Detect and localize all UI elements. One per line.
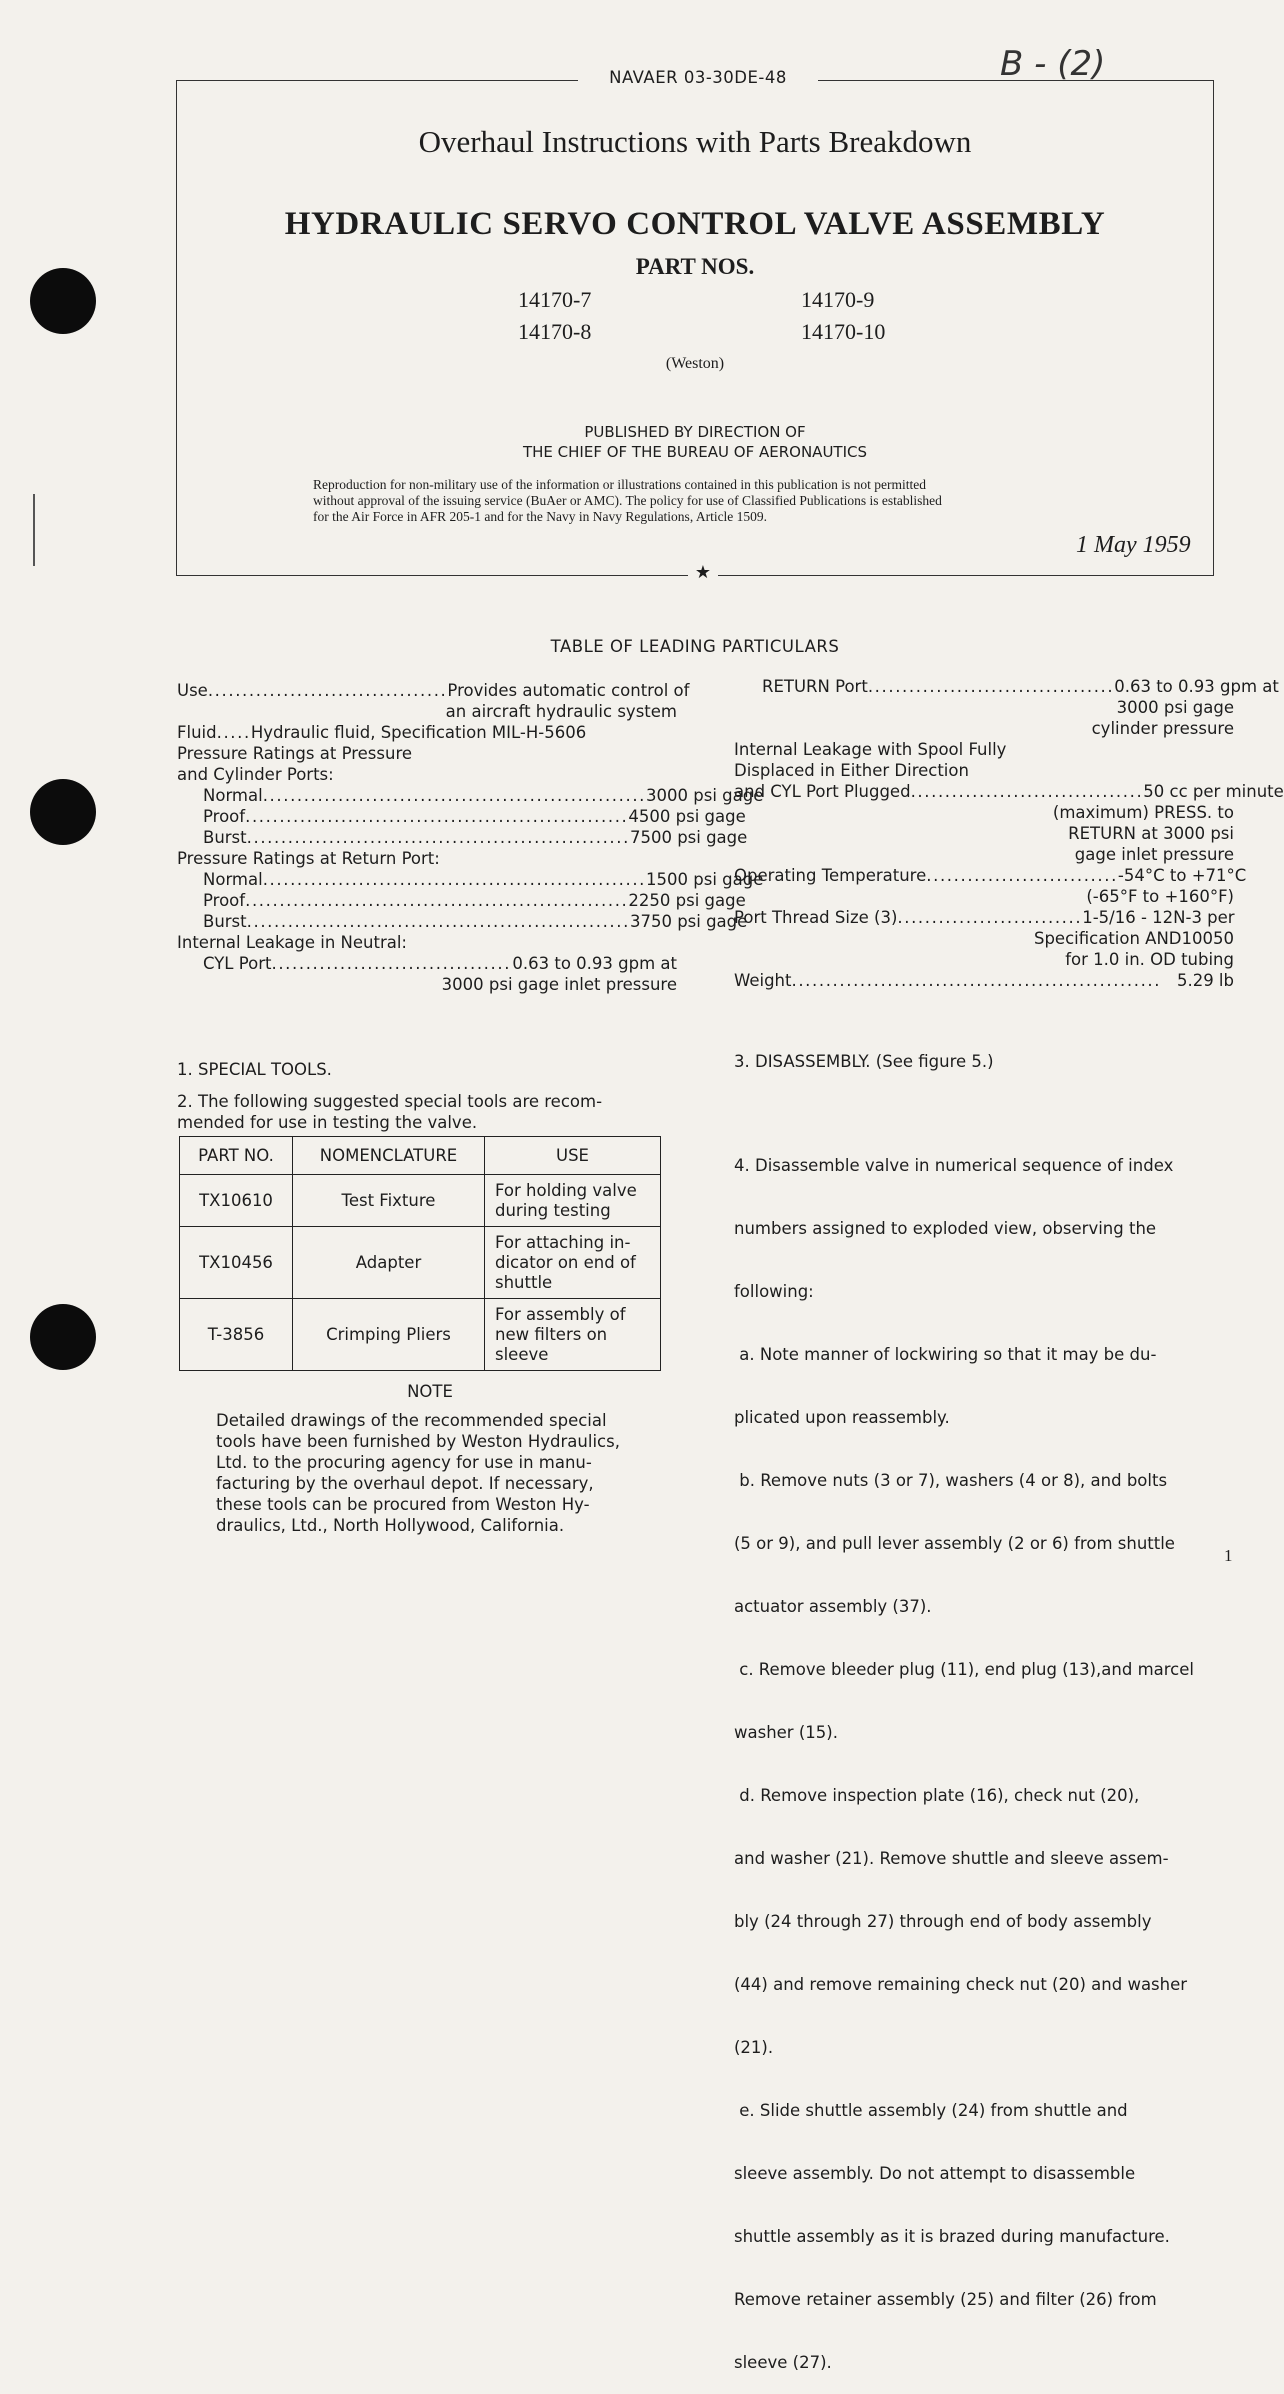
text-line: sleeve (27). [734,2353,832,2372]
table-row [180,1299,661,1371]
op-temp-value-cont: (-65°F to +160°F) [1086,887,1234,906]
col-header-nomenclature: NOMENCLATURE [293,1137,485,1175]
binder-hole-middle [30,779,96,845]
part-no: 14170-7 [518,287,592,312]
part-no: 14170-10 [801,319,886,344]
part-no-cell: TX10456 [180,1227,293,1299]
text-line: d. Remove inspection plate (16), check nut (20), [734,1786,1140,1805]
part-no-cell: TX10610 [180,1175,293,1227]
table-header-row [180,1137,661,1175]
text-line: (21). [734,2038,774,2057]
use-line: sleeve [495,1344,549,1364]
use-line: For holding valve [495,1180,637,1200]
text-line: plicated upon reassembly. [734,1408,950,1427]
margin-mark [33,494,35,566]
part-nos-label: PART NOS. [635,254,755,279]
col-header-use: USE [485,1137,661,1175]
normal-label: Normal [203,870,263,889]
published-line-2: THE CHIEF OF THE BUREAU OF AERONAUTICS [522,443,868,461]
doc-number: NAVAER 03-30DE-48 [578,68,818,87]
para-2-line: 2. The following suggested special tools are recom- [177,1092,603,1111]
note-line: these tools can be procured from Weston Hy- [216,1495,590,1514]
document-title: HYDRAULIC SERVO CONTROL VALVE ASSEMBLY [284,206,1106,242]
part-no: 14170-8 [518,319,592,344]
leakage-neutral-heading: Internal Leakage in Neutral: [177,933,407,952]
published-line-1: PUBLISHED BY DIRECTION OF [584,423,806,441]
text-line: actuator assembly (37). [734,1597,932,1616]
fluid-value: Hydraulic fluid, Specification MIL-H-5606 [250,723,587,742]
return-port-value-cont: 3000 psi gage [1116,698,1234,717]
note-line: facturing by the overhaul depot. If necessary, [216,1474,594,1493]
subtitle: Overhaul Instructions with Parts Breakdown [418,124,972,159]
text-line: shuttle assembly as it is brazed during manufacture. [734,2227,1170,2246]
text-line: numbers assigned to exploded view, observing the [734,1219,1157,1238]
leakage-spool-label: and CYL Port Plugged [734,782,911,801]
use-cell [485,1227,661,1299]
text-line: c. Remove bleeder plug (11), end plug (13),and marcel [734,1660,1194,1679]
page-number: 1 [1224,1546,1233,1565]
notice [313,477,942,525]
thread-value-cont: Specification AND10050 [1033,929,1234,948]
use-line: new filters on [495,1324,608,1344]
thread-value-cont: for 1.0 in. OD tubing [1065,950,1234,969]
leakage-spool-value-cont: RETURN at 3000 psi [1068,824,1234,843]
star-mark: ★ [688,562,718,583]
col-header-part-no: PART NO. [180,1137,293,1175]
weight-value: 5.29 lb [1176,971,1234,990]
pressure-cyl-heading-cont: and Cylinder Ports: [177,765,334,784]
pressure-cyl-burst: 7500 psi gage [629,828,748,847]
nomenclature-cell: Adapter [293,1227,485,1299]
proof-label: Proof [203,891,246,910]
use-cell [485,1299,661,1371]
thread-value: 1-5/16 - 12N-3 per [1082,908,1235,927]
proof-label: Proof [203,807,246,826]
text-line: a. Note manner of lockwiring so that it may be du- [734,1345,1157,1364]
binder-hole-top [30,268,96,334]
nomenclature-cell: Crimping Pliers [293,1299,485,1371]
section-special-tools: 1. SPECIAL TOOLS. [177,1060,332,1079]
leakage-spool-heading-cont: Displaced in Either Direction [734,761,969,780]
leakage-spool-heading: Internal Leakage with Spool Fully [734,740,1007,759]
text-line: bly (24 through 27) through end of body assembly [734,1912,1152,1931]
text-line: and washer (21). Remove shuttle and sleeve assem- [734,1849,1169,1868]
particulars-left: Use ................................... Provides automatic control of an aircraft hydraulic system Fluid ..... Hydraulic fluid, Specification MIL-H-5606 Pressure Ratings at Pressure and Cylinder Ports: Normal ........................................................ 3000 psi gage Proof ........................................................ 4500 psi gage Burst ........................................................ 7500 psi gage Pressure Ratings at Return Port: Normal ........................................................ 1500 psi gage Proof ........................................................ 2250 psi gage Burst ........................................................ 3750 psi gage Internal Leakage in Neutral: CYL Port ................................... 0.63 to 0.93 gpm at 3000 psi gage inlet pressure [177,681,764,994]
pressure-return-burst: 3750 psi gage [629,912,748,931]
text-line: Remove retainer assembly (25) and filter (26) from [734,2290,1157,2309]
section-disassembly: 3. DISASSEMBLY. (See figure 5.) [734,1052,994,1071]
note-title: NOTE [407,1382,453,1401]
use-label: Use [177,681,208,700]
use-line: during testing [495,1200,611,1220]
use-value: Provides automatic control of [447,681,690,700]
burst-label: Burst [203,912,247,931]
disassembly-text [734,1113,1234,2394]
text-line: following: [734,1282,814,1301]
notice-line: Reproduction for non-military use of the information or illustrations contained in this publication is not permitted [313,477,927,492]
part-no: 14170-9 [801,287,875,312]
thread-label: Port Thread Size (3) [734,908,898,927]
text-line: b. Remove nuts (3 or 7), washers (4 or 8), and bolts [734,1471,1168,1490]
return-port-value-cont: cylinder pressure [1091,719,1234,738]
weight-label: Weight [734,971,792,990]
pressure-cyl-heading: Pressure Ratings at Pressure [177,744,413,763]
pressure-return-heading: Pressure Ratings at Return Port: [177,849,440,868]
return-port-label: RETURN Port [762,677,868,696]
leakage-spool-value: 50 cc per minute [1143,782,1284,801]
cyl-port-value-cont: 3000 psi gage inlet pressure [441,975,677,994]
note-line: tools have been furnished by Weston Hydraulics, [216,1432,620,1451]
pressure-return-proof: 2250 psi gage [628,891,746,910]
pressure-cyl-normal: 3000 psi gage [646,786,764,805]
note-line: draulics, Ltd., North Hollywood, California. [216,1516,565,1535]
op-temp-label: Operating Temperature [734,866,927,885]
particulars-title: TABLE OF LEADING PARTICULARS [550,637,840,656]
leakage-spool-value-cont: (maximum) PRESS. to [1052,803,1234,822]
binder-hole-bottom [30,1304,96,1370]
use-line: shuttle [495,1272,553,1292]
text-line: 4. Disassemble valve in numerical sequence of index [734,1156,1174,1175]
pressure-return-normal: 1500 psi gage [646,870,764,889]
text-line: sleeve assembly. Do not attempt to disassemble [734,2164,1136,2183]
text-line: (5 or 9), and pull lever assembly (2 or 6) from shuttle [734,1534,1175,1553]
text-line: washer (15). [734,1723,838,1742]
use-line: dicator on end of [495,1252,636,1272]
handwritten-mark: B - (2) [1000,44,1106,84]
normal-label: Normal [203,786,263,805]
nomenclature-cell: Test Fixture [293,1175,485,1227]
table-row [180,1227,661,1299]
leakage-spool-value-cont: gage inlet pressure [1074,845,1234,864]
cyl-port-label: CYL Port [203,954,272,973]
cyl-port-value: 0.63 to 0.93 gpm at [512,954,677,973]
notice-line: without approval of the issuing service (BuAer or AMC). The policy for use of Classified Publications is established [313,493,942,508]
op-temp-value: -54°C to +71°C [1117,866,1247,885]
fluid-label: Fluid [177,723,217,742]
manufacturer: (Weston) [665,355,725,372]
notice-line: for the Air Force in AFR 205-1 and for the Navy in Navy Regulations, Article 1509. [313,509,768,524]
text-line: (44) and remove remaining check nut (20) and washer [734,1975,1188,1994]
note-line: Detailed drawings of the recommended special [216,1411,607,1430]
para-2 [177,1091,679,1133]
special-tools-table [179,1136,661,1371]
part-no-cell: T-3856 [180,1299,293,1371]
note-line: Ltd. to the procuring agency for use in manu- [216,1453,592,1472]
table-row [180,1175,661,1227]
use-value-cont: an aircraft hydraulic system [445,702,677,721]
text-line: e. Slide shuttle assembly (24) from shuttle and [734,2101,1128,2120]
use-cell [485,1175,661,1227]
pressure-cyl-proof: 4500 psi gage [628,807,746,826]
publication-date: 1 May 1959 [1076,532,1191,558]
particulars-right: RETURN Port .................................... 0.63 to 0.93 gpm at 3000 psi gage cylinder pressure Internal Leakage with Spool Fully Displaced in Either Direction and CYL Port Plugged .................................. 50 cc per minute (maximum) PRESS. to RETURN at 3000 psi gage inlet pressure Operating Temperature ............................ -54°C to +71°C (-65°F to +160°F) Port Thread Size (3) ........................... 1-5/16 - 12N-3 per Specification AND10050 for 1.0 in. OD tubing Weight ...................................................... 5.29 lb [734,677,1284,990]
burst-label: Burst [203,828,247,847]
use-line: For attaching in- [495,1232,631,1252]
use-line: For assembly of [495,1304,626,1324]
para-2-line: mended for use in testing the valve. [177,1113,478,1132]
return-port-value: 0.63 to 0.93 gpm at [1114,677,1279,696]
note-text [216,1410,620,1536]
